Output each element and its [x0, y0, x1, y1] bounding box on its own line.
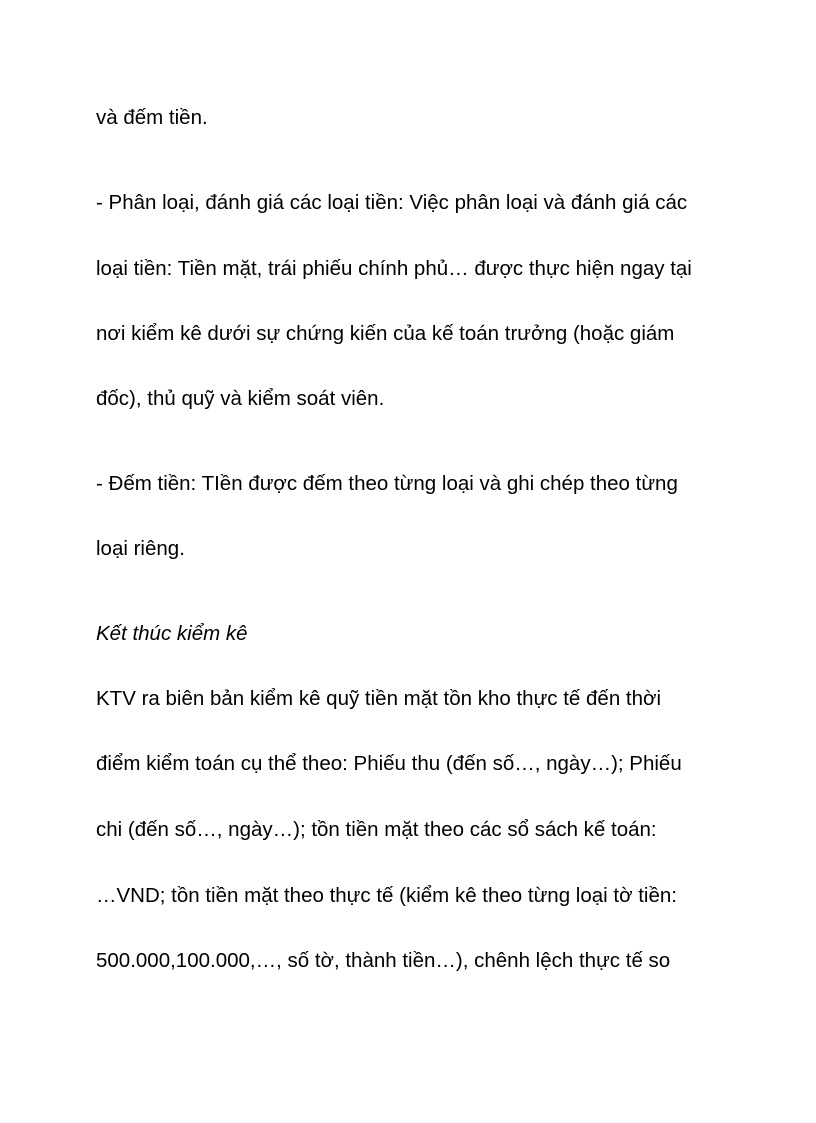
text-line: và đếm tiền.: [96, 106, 208, 129]
text-line: chi (đến số…, ngày…); tồn tiền mặt theo các sổ sách kế toán:: [96, 818, 657, 841]
text-line: 500.000,100.000,…, số tờ, thành tiền…), chênh lệch thực tế so: [96, 949, 671, 972]
text-line: - Đếm tiền: TIền được đếm theo từng loại và ghi chép theo từng: [96, 472, 678, 495]
text-line: …VND; tồn tiền mặt theo thực tế (kiểm kê theo từng loại tờ tiền:: [96, 884, 677, 907]
text-line: - Phân loại, đánh giá các loại tiền: Việc phân loại và đánh giá các: [96, 191, 688, 214]
text-line: KTV ra biên bản kiểm kê quỹ tiền mặt tồn kho thực tế đến thời: [96, 687, 662, 710]
text-line: loại tiền: Tiền mặt, trái phiếu chính phủ… được thực hiện ngay tại: [96, 257, 692, 280]
section-heading: Kết thúc kiểm kê: [96, 622, 248, 645]
text-line: loại riêng.: [96, 537, 185, 560]
text-line: nơi kiểm kê dưới sự chứng kiến của kế toán trưởng (hoặc giám: [96, 322, 675, 345]
text-line: đốc), thủ quỹ và kiểm soát viên.: [96, 387, 385, 410]
text-line: điểm kiểm toán cụ thể theo: Phiếu thu (đến số…, ngày…); Phiếu: [96, 752, 682, 775]
